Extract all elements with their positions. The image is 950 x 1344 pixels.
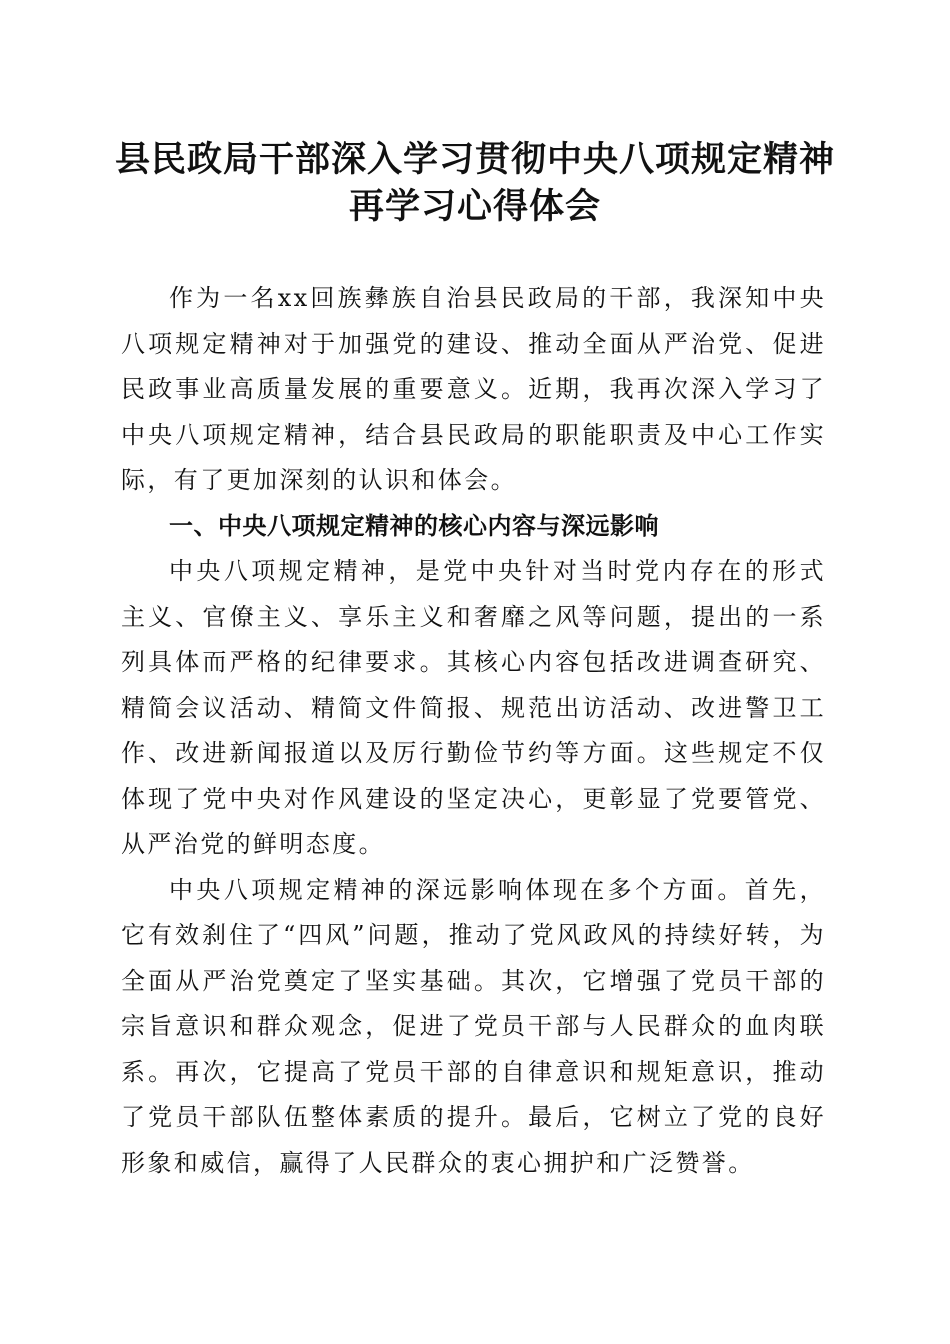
impact-paragraph: 中央八项规定精神的深远影响体现在多个方面。首先，它有效刹住了“四风”问题，推动了党风政风的持续好转，为全面从严治党奠定了坚实基础。其次，它增强了党员干部的宗旨意识和群众观念，促进了党员干部与人民群众的血肉联系。再次，它提高了党员干部的自律意识和规矩意识，推动了党员干部队伍整体素质的提升。最后，它树立了党的良好形象和威信，赢得了人民群众的衷心拥护和广泛赞誉。 [121, 875, 826, 1177]
document-body [121, 276, 826, 1186]
document-title-line1: 县民政局干部深入学习贯彻中央八项规定精神 [114, 139, 835, 180]
document-title-line2: 再学习心得体会 [348, 186, 601, 227]
intro-paragraph: 作为一名xx回族彝族自治县民政局的干部，我深知中央八项规定精神对于加强党的建设、推动全面从严治党、促进民政事业高质量发展的重要意义。近期，我再次深入学习了中央八项规定精神，结合县民政局的职能职责及中心工作实际，有了更加深刻的认识和体会。 [121, 284, 826, 494]
section-heading-1: 一、中央八项规定精神的核心内容与深远影响 [169, 511, 659, 540]
core-content-paragraph: 中央八项规定精神，是党中央针对当时党内存在的形式主义、官僚主义、享乐主义和奢靡之风等问题，提出的一系列具体而严格的纪律要求。其核心内容包括改进调查研究、精简会议活动、精简文件简报、规范出访活动、改进警卫工作、改进新闻报道以及厉行勤俭节约等方面。这些规定不仅体现了党中央对作风建设的坚定决心，更彰显了党要管党、从严治党的鲜明态度。 [121, 557, 826, 858]
